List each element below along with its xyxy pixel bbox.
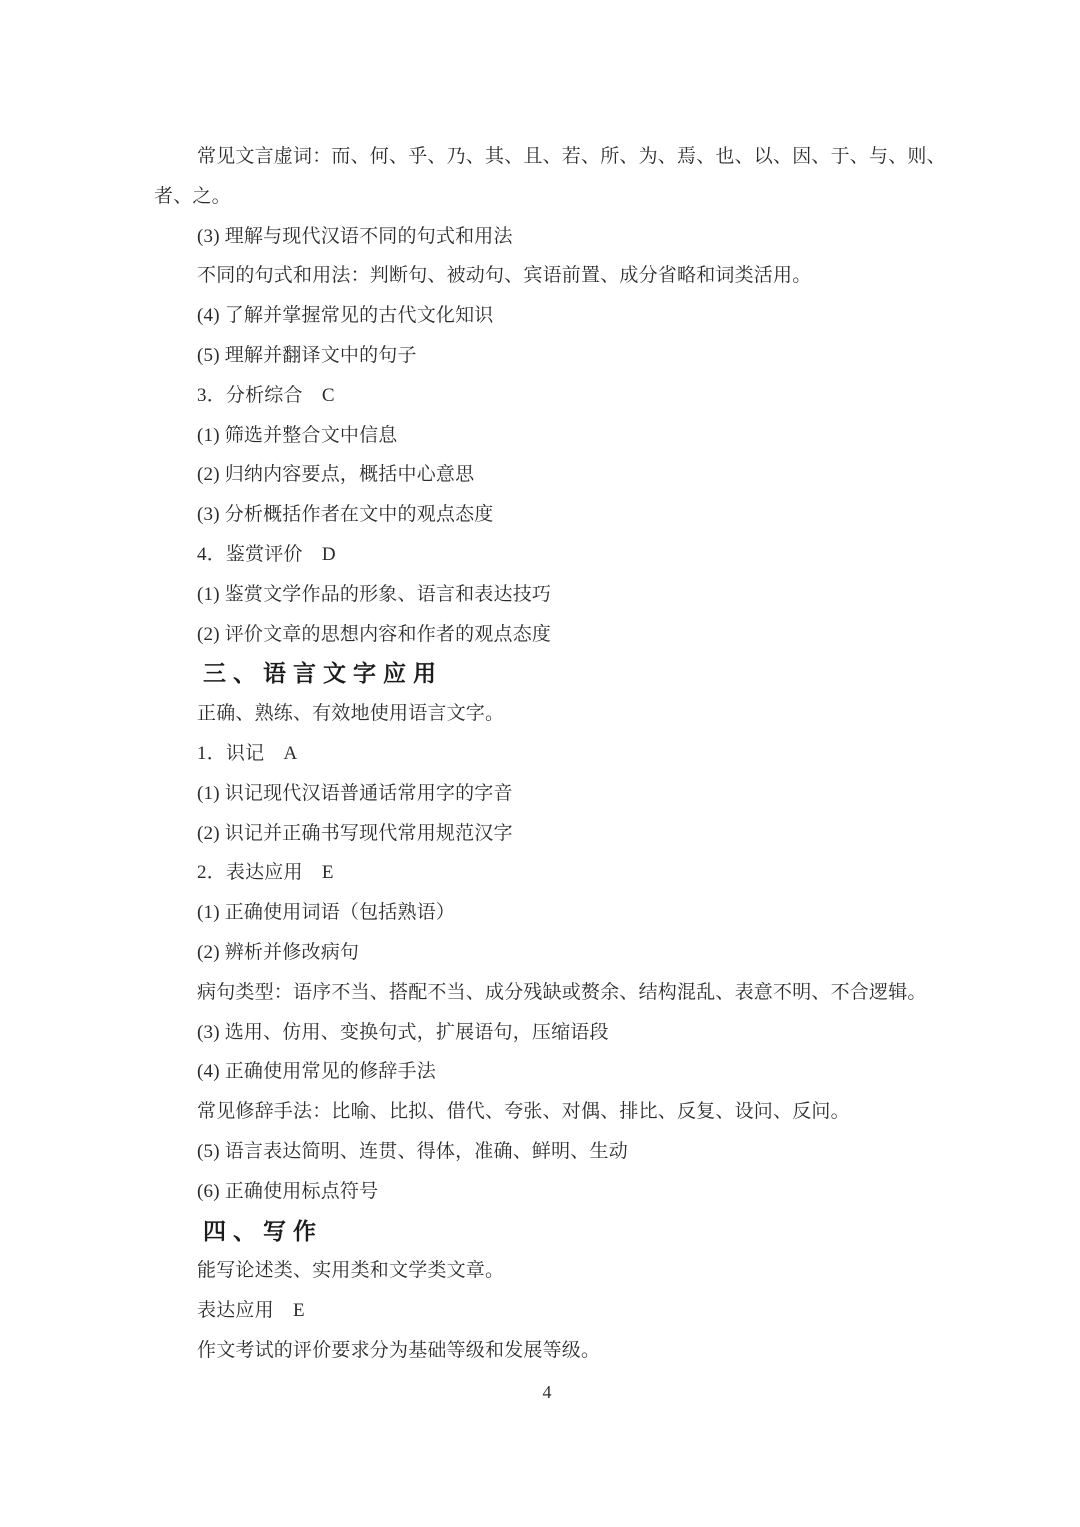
text-line: (1) 正确使用词语（包括熟语）: [197, 902, 456, 924]
text-line: (1) 识记现代汉语普通话常用字的字音: [197, 782, 513, 804]
text-line: 者、之。: [154, 185, 231, 207]
text-line: 作文考试的评价要求分为基础等级和发展等级。: [197, 1339, 601, 1361]
text-line: 常见修辞手法：比喻、比拟、借代、夸张、对偶、排比、反复、设问、反问。: [197, 1101, 850, 1123]
text-line: (1) 筛选并整合文中信息: [197, 424, 398, 446]
text-line: (3) 理解与现代汉语不同的句式和用法: [197, 225, 513, 247]
text-line: (2) 辨析并修改病句: [197, 941, 360, 963]
text-line: (6) 正确使用标点符号: [197, 1180, 379, 1202]
text-line: (3) 分析概括作者在文中的观点态度: [197, 504, 494, 526]
page-number: 4: [542, 1381, 552, 1402]
text-line: 常见文言虚词：而、何、乎、乃、其、且、若、所、为、焉、也、以、因、于、与、则、: [197, 146, 946, 167]
document-content: [152, 137, 946, 1407]
text-line: (3) 选用、仿用、变换句式，扩展语句，压缩语段: [197, 1021, 609, 1043]
text-line: (5) 理解并翻译文中的句子: [197, 344, 417, 366]
text-line: (2) 归纳内容要点，概括中心意思: [197, 464, 475, 486]
text-line: 表达应用 E: [197, 1300, 305, 1322]
text-line: (2) 识记并正确书写现代常用规范汉字: [197, 822, 513, 844]
text-line: 正确、熟练、有效地使用语言文字。: [197, 703, 505, 725]
text-line: 不同的句式和用法：判断句、被动句、宾语前置、成分省略和词类活用。: [197, 265, 812, 287]
section-heading: 四、写作: [203, 1217, 323, 1244]
text-line: 能写论述类、实用类和文学类文章。: [197, 1260, 505, 1282]
text-line: 1．识记 A: [197, 742, 298, 764]
text-line: 3．分析综合 C: [197, 384, 335, 406]
text-line: 4．鉴赏评价 D: [197, 543, 336, 565]
text-line: 2．表达应用 E: [197, 862, 334, 884]
text-line: (2) 评价文章的思想内容和作者的观点态度: [197, 623, 552, 645]
text-line: (5) 语言表达简明、连贯、得体，准确、鲜明、生动: [197, 1140, 628, 1162]
text-line: (4) 正确使用常见的修辞手法: [197, 1061, 436, 1083]
text-line: (4) 了解并掌握常见的古代文化知识: [197, 305, 494, 327]
text-line: (1) 鉴赏文学作品的形象、语言和表达技巧: [197, 583, 552, 605]
section-heading: 三、语言文字应用: [203, 660, 443, 687]
text-line: 病句类型：语序不当、搭配不当、成分残缺或赘余、结构混乱、表意不明、不合逻辑。: [197, 981, 927, 1003]
